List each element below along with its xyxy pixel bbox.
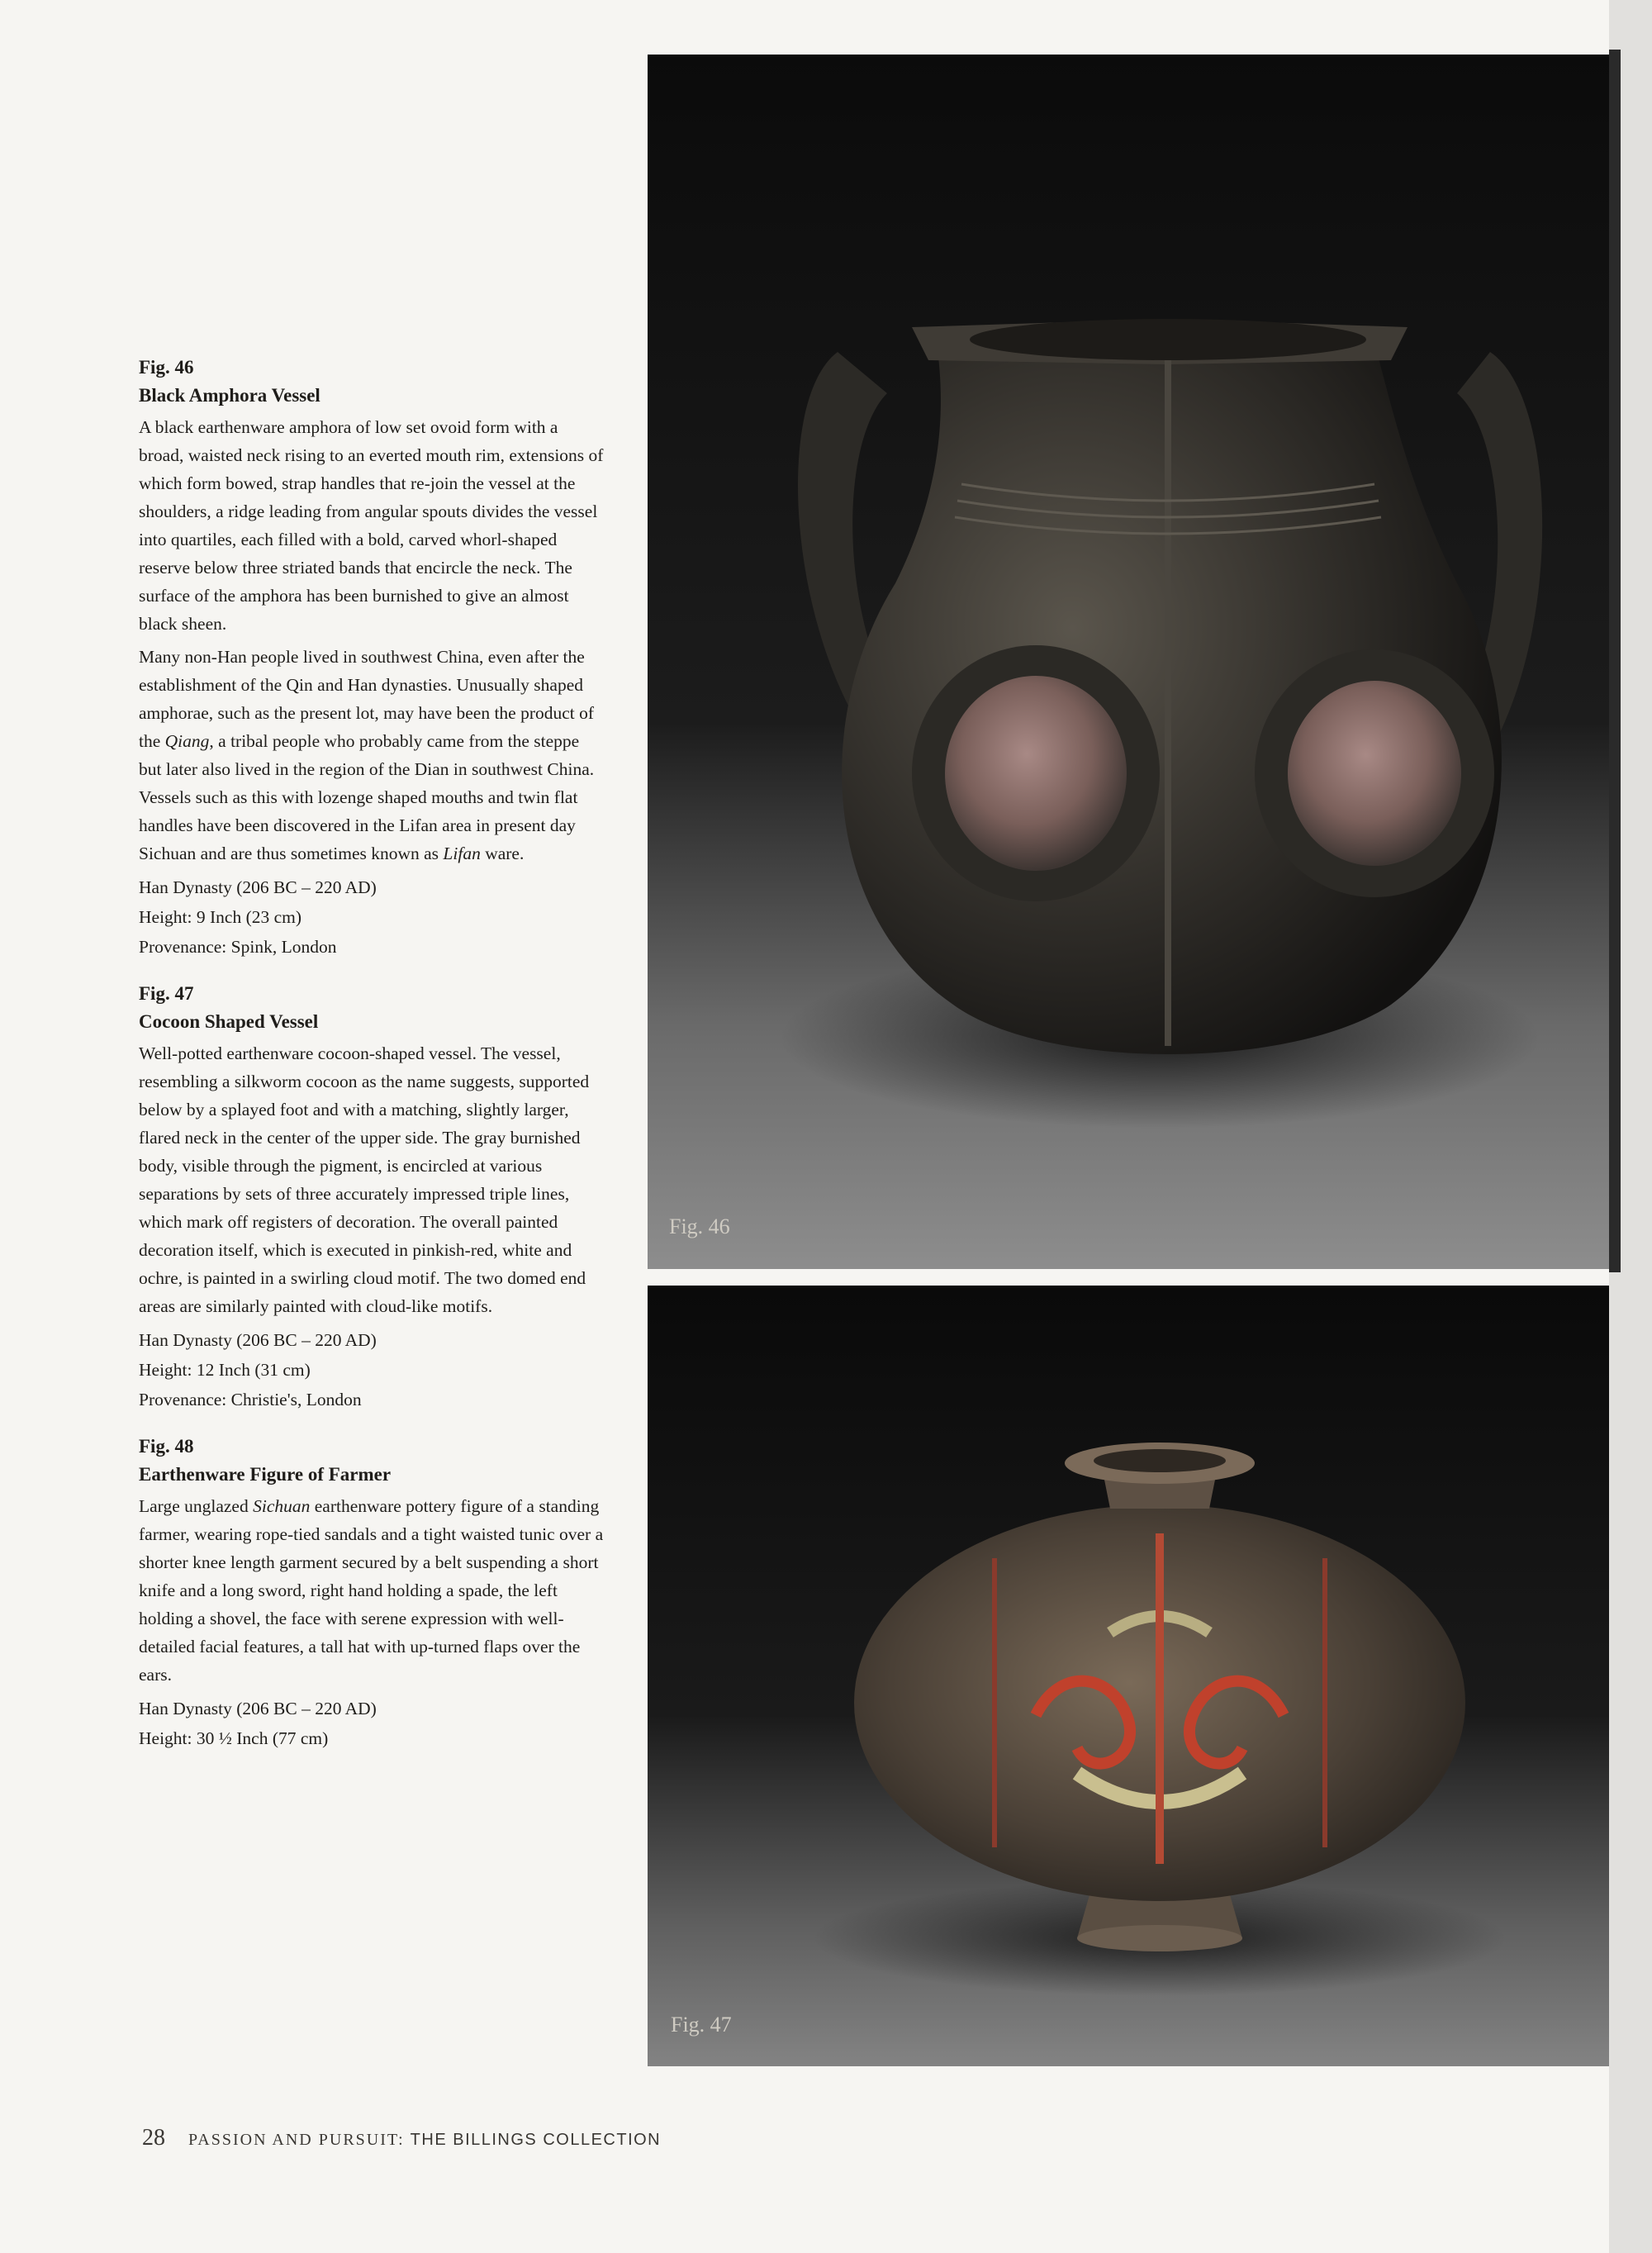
fig-46-description: A black earthenware amphora of low set ovoid form with a broad, waisted neck rising to an everted mouth rim, extensions of which form bowed, strap handles that re-join the vessel at the shoulders, a ridge leading from angular spouts divides the vessel into quartiles, each filled with a bold, carved whorl-shaped reserve below three striated bands that encircle the neck. The surface of the amphora has been burnished to give an almost black sheen. (139, 417, 604, 634)
fig-48-height: Height: 30 ½ Inch (77 cm) (139, 1728, 329, 1748)
fig-48-sichuan: Sichuan (253, 1496, 311, 1516)
fig-46-dynasty: Han Dynasty (206 BC – 220 AD) (139, 877, 377, 897)
photo-caption-fig-46: Fig. 46 (669, 1214, 730, 1238)
fig-48-text-c: earthenware pottery figure of a standing farmer, wearing rope-tied sandals and a tight waisted tunic over a shorter knee length garment secured by a belt suspending a short knife and a long sword, right hand holding a spade, the left holding a shovel, the face with serene expression with well-detailed facial features, a tall hat with up-turned flaps over the ears. (139, 1496, 604, 1685)
entry-fig-48 (139, 1433, 605, 1753)
fig-48-title: Earthenware Figure of Farmer (139, 1464, 392, 1485)
fig-46-history-text-e: ware. (480, 844, 525, 863)
photo-fig-46-amphora (648, 55, 1609, 1269)
cocoon-vessel-illustration (648, 1286, 1609, 2066)
running-head-collection: THE BILLINGS COLLECTION (410, 2131, 662, 2149)
fig-47-title: Cocoon Shaped Vessel (139, 1011, 319, 1032)
fig-46-history-text-c: , a tribal people who probably came from the steppe but later also lived in the region of the Dian in southwest China. Vessels such as this with lozenge shaped mouths and twin flat handles have been discovered in the Lifan area in present day Sichuan and are thus sometimes known as (139, 731, 595, 863)
entry-fig-46 (139, 354, 605, 962)
running-head-title: PASSION AND PURSUIT: (188, 2131, 405, 2149)
fig-46-title: Black Amphora Vessel (139, 385, 320, 406)
fig-47-dynasty: Han Dynasty (206 BC – 220 AD) (139, 1330, 377, 1350)
fig-47-provenance: Provenance: Christie's, London (139, 1390, 362, 1409)
fig-46-number: Fig. 46 (139, 357, 194, 378)
page-number: 28 (142, 2125, 165, 2151)
entry-fig-47 (139, 980, 605, 1414)
fig-46-history-text-a: Many non-Han people lived in southwest China, even after the establishment of the Qin and Han dynasties. Unusually shaped amphorae, such as the present lot, may have been the product of the (139, 647, 595, 751)
next-page-edge (1609, 0, 1652, 2253)
fig-48-description (139, 1492, 605, 1689)
page-footer (142, 2125, 661, 2151)
fig-47-height: Height: 12 Inch (31 cm) (139, 1360, 311, 1380)
fig-48-text-a: Large unglazed (139, 1496, 254, 1516)
amphora-illustration (648, 55, 1609, 1269)
fig-47-description: Well-potted earthenware cocoon-shaped vessel. The vessel, resembling a silkworm cocoon as the name suggests, supported below by a splayed foot and with a matching, slightly larger, flared neck in the center of the upper side. The gray burnished body, visible through the pigment, is encircled at various separations by sets of three accurately impressed triple lines, which mark off registers of decoration. The overall painted decoration itself, which is executed in pinkish-red, white and ochre, is painted in a swirling cloud motif. The two domed end areas are similarly painted with cloud-like motifs. (139, 1043, 590, 1316)
fig-46-provenance: Provenance: Spink, London (139, 937, 337, 957)
fig-47-number: Fig. 47 (139, 983, 194, 1004)
fig-46-history (139, 643, 605, 867)
photo-fig-47-cocoon-vessel (648, 1286, 1609, 2066)
fig-48-number: Fig. 48 (139, 1436, 194, 1457)
fig-46-height: Height: 9 Inch (23 cm) (139, 907, 302, 927)
fig-46-history-qiang: Qiang (164, 731, 210, 751)
page-gutter-shadow (1609, 50, 1621, 1272)
fig-46-history-lifan: Lifan (443, 844, 481, 863)
photo-caption-fig-47: Fig. 47 (671, 2013, 732, 2037)
fig-48-dynasty: Han Dynasty (206 BC – 220 AD) (139, 1699, 377, 1718)
catalogue-text-column (139, 354, 605, 1771)
